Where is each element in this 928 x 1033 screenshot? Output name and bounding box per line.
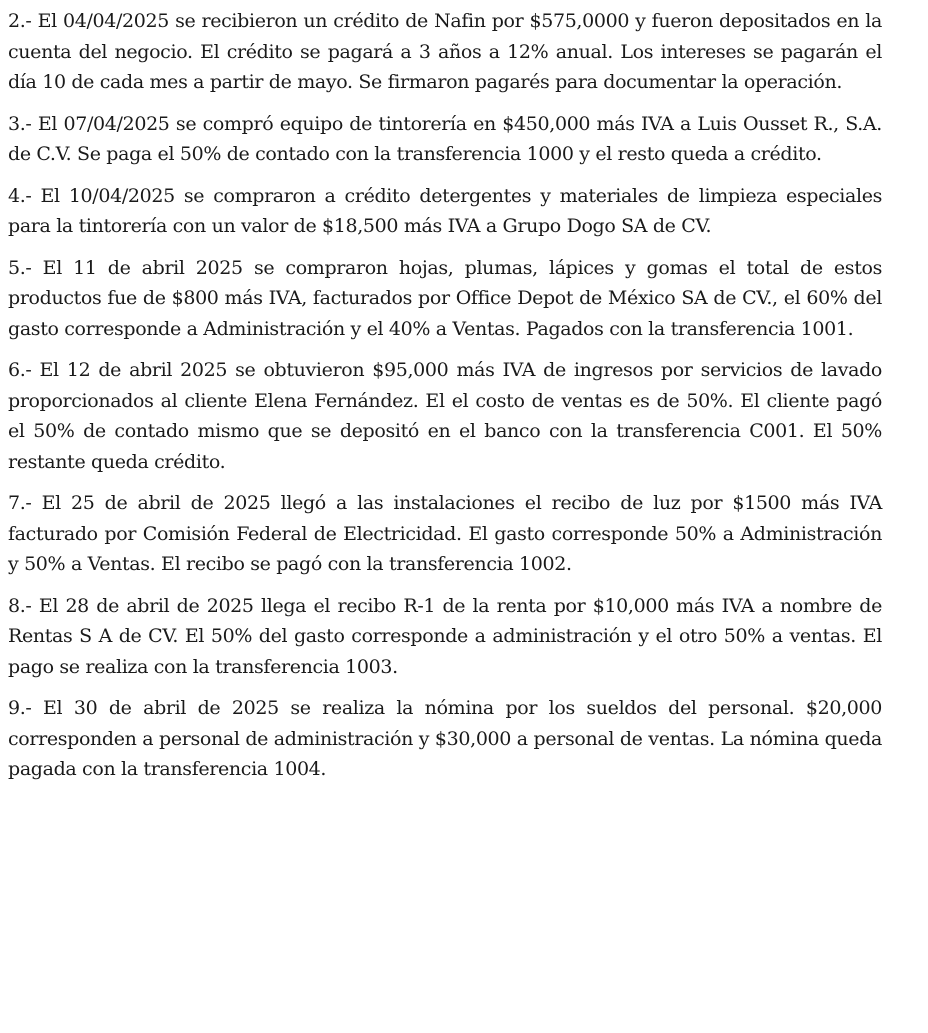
paragraph-item-5: 5.- El 11 de abril 2025 se compraron hojas, plumas, lápices y gomas el total de estos productos fue de $800 más IVA, facturados por Office Depot de México SA de CV., el 60% del gasto corresponde a Administración y el 40% a Ventas. Pagados con la transferencia 1001. [8, 256, 882, 340]
paragraph-item-9: 9.- El 30 de abril de 2025 se realiza la nómina por los sueldos del personal. $20,000 corresponden a personal de administración y $30,000 a personal de ventas. La nómina queda pagada con la transferencia 1004. [8, 697, 882, 780]
paragraph-item-2: 2.- El 04/04/2025 se recibieron un crédito de Nafin por $575,0000 y fueron depositados en la cuenta del negocio. El crédito se pagará a 3 años a 12% anual. Los intereses se pagarán el día 10 de cada mes a partir de mayo. Se firmaron pagarés para documentar la operación. [8, 10, 882, 93]
paragraph-item-8: 8.- El 28 de abril de 2025 llega el recibo R-1 de la renta por $10,000 más IVA a nombre de Rentas S A de CV. El 50% del gasto corresponde a administración y el otro 50% a ventas. El pago se realiza con la transferencia 1003. [8, 594, 882, 678]
paragraph-item-6: 6.- El 12 de abril 2025 se obtuvieron $95,000 más IVA de ingresos por servicios de lavado proporcionados al cliente Elena Fernández. El el costo de ventas es de 50%. El cliente pagó el 50% de contado mismo que se depositó en el banco con la transferencia C001. El 50% restante queda crédito. [8, 359, 882, 473]
document-body [8, 6, 882, 796]
paragraph-item-3: 3.- El 07/04/2025 se compró equipo de tintorería en $450,000 más IVA a Luis Ousset R., S.A. de C.V. Se paga el 50% de contado con la transferencia 1000 y el resto queda a crédito. [8, 112, 882, 165]
paragraph-item-7: 7.- El 25 de abril de 2025 llegó a las instalaciones el recibo de luz por $1500 más IVA facturado por Comisión Federal de Electricidad. El gasto corresponde 50% a Administración y 50% a Ventas. El recibo se pagó con la transferencia 1002. [8, 492, 882, 575]
paragraph-item-4: 4.- El 10/04/2025 se compraron a crédito detergentes y materiales de limpieza especiales para la tintorería con un valor de $18,500 más IVA a Grupo Dogo SA de CV. [8, 184, 882, 237]
